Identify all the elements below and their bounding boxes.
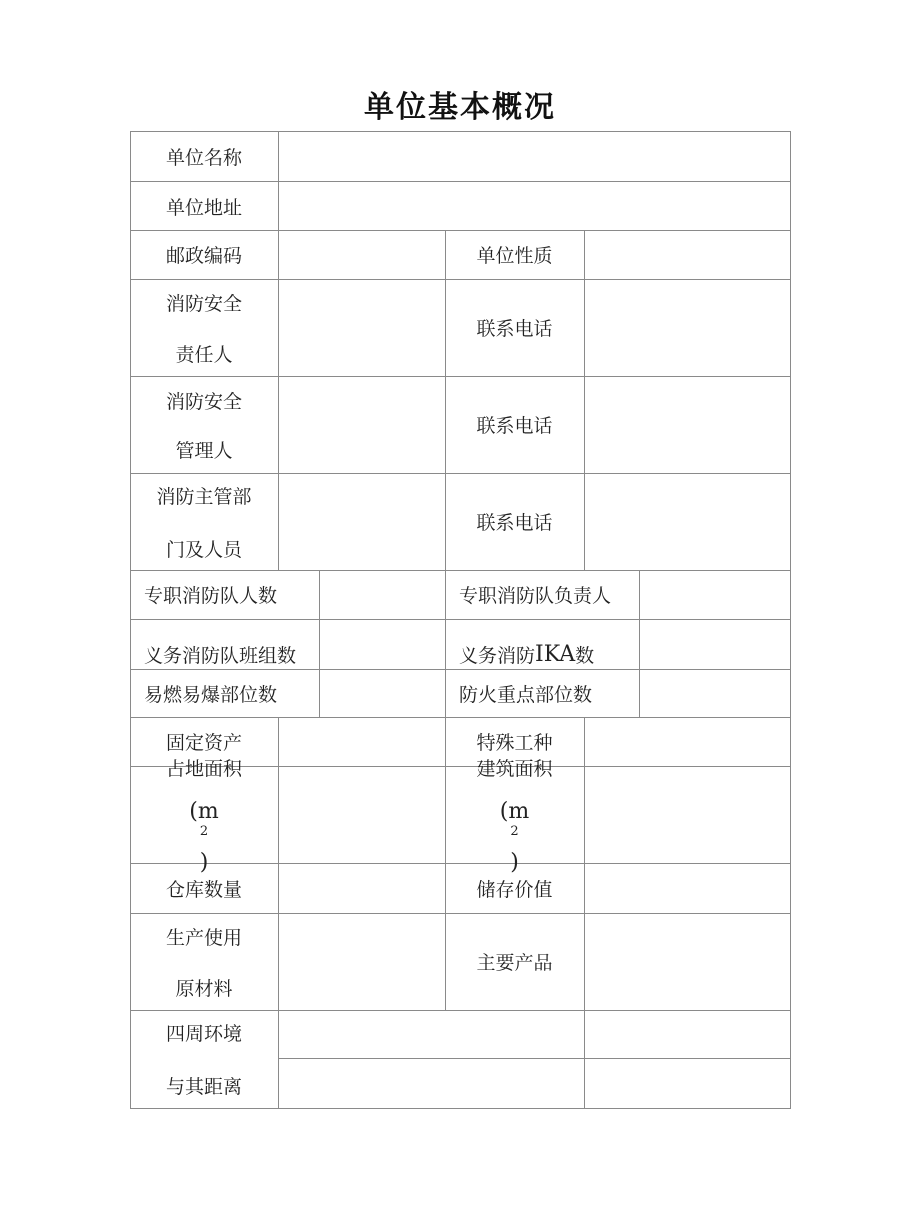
label-line: 责任人 [175, 343, 233, 366]
field-main-products[interactable] [585, 914, 790, 1010]
field-fulltime-brigade-leader[interactable] [640, 571, 790, 619]
label-fulltime-brigade-leader: 专职消防队负责人 [459, 585, 612, 607]
field-contact-phone-1[interactable] [585, 280, 790, 376]
label-line: 管理人 [175, 439, 233, 462]
field-contact-phone-2[interactable] [585, 377, 790, 473]
label-flammable-sites: 易燃易爆部位数 [144, 683, 278, 706]
label-land-area [130, 758, 278, 875]
label-part: 数 [575, 644, 595, 667]
table-border-right [790, 131, 791, 1109]
label-line: 消防安全 [165, 292, 242, 315]
field-key-fire-sites[interactable] [640, 670, 790, 717]
field-warehouse-count[interactable] [279, 864, 445, 913]
unit-label: (m $^2$ ) [189, 799, 219, 875]
label-storage-value: 储存价值 [476, 878, 553, 901]
label-unit-name: 单位名称 [165, 146, 242, 169]
label-building-area [445, 758, 584, 875]
field-flammable-sites[interactable] [320, 670, 445, 717]
label-volunteer-team-groups: 义务消防队班组数 [144, 644, 297, 667]
label-raw-materials [130, 913, 278, 1010]
label-unit-address: 单位地址 [165, 196, 242, 219]
label-part: 义务消防 [459, 644, 536, 667]
field-surroundings-distance-1[interactable] [585, 1011, 790, 1058]
field-surroundings-1[interactable] [279, 1011, 584, 1058]
label-line: 占地面积 [165, 758, 242, 781]
label-contact-phone: 联系电话 [476, 318, 553, 340]
label-special-trades: 特殊工种 [476, 732, 553, 754]
label-fire-dept [130, 473, 278, 570]
field-contact-phone-3[interactable] [585, 474, 790, 570]
field-fixed-assets[interactable] [279, 718, 445, 766]
field-land-area[interactable] [279, 767, 445, 863]
field-unit-address[interactable] [279, 182, 790, 230]
field-surroundings-distance-2[interactable] [585, 1059, 790, 1108]
label-line: 四周环境 [165, 1023, 242, 1045]
field-building-area[interactable] [585, 767, 790, 863]
field-fire-safety-manager[interactable] [279, 377, 445, 473]
label-line: 建筑面积 [476, 758, 553, 781]
label-fire-safety-responsible [130, 279, 278, 376]
label-unit-nature: 单位性质 [476, 245, 553, 267]
field-fire-safety-responsible[interactable] [279, 280, 445, 376]
label-warehouse-count: 仓库数量 [165, 878, 242, 901]
field-fire-dept[interactable] [279, 474, 445, 570]
label-surroundings [130, 1010, 278, 1108]
label-line: 门及人员 [165, 538, 242, 561]
label-contact-phone: 联系电话 [476, 415, 553, 437]
label-postal-code: 邮政编码 [165, 245, 242, 267]
field-surroundings-2[interactable] [279, 1059, 584, 1108]
unit-label: (m $^2$ ) [499, 799, 530, 875]
field-postal-code[interactable] [279, 231, 445, 279]
label-line: 消防主管部 [156, 485, 252, 508]
field-volunteer-team-groups[interactable] [320, 620, 445, 669]
field-raw-materials[interactable] [279, 914, 445, 1010]
field-storage-value[interactable] [585, 864, 790, 913]
label-line: 原材料 [175, 977, 233, 1000]
field-unit-name[interactable] [279, 132, 790, 181]
table-border-bottom [130, 1108, 791, 1109]
label-main-products: 主要产品 [476, 952, 553, 974]
label-line: 消防安全 [165, 390, 242, 413]
label-fulltime-brigade-count: 专职消防队人数 [144, 585, 278, 607]
label-part: IKA [535, 641, 576, 667]
label-line: 与其距离 [165, 1076, 242, 1098]
field-fulltime-brigade-count[interactable] [320, 571, 445, 619]
label-line: 生产使用 [165, 926, 242, 949]
label-contact-phone: 联系电话 [476, 512, 553, 534]
field-special-trades[interactable] [585, 718, 790, 766]
label-fire-safety-manager [130, 376, 278, 473]
label-key-fire-sites: 防火重点部位数 [459, 683, 593, 706]
label-fixed-assets: 固定资产 [165, 732, 242, 754]
field-volunteer-count[interactable] [640, 620, 790, 669]
page-title: 单位基本概况 [364, 90, 556, 125]
field-unit-nature[interactable] [585, 231, 790, 279]
